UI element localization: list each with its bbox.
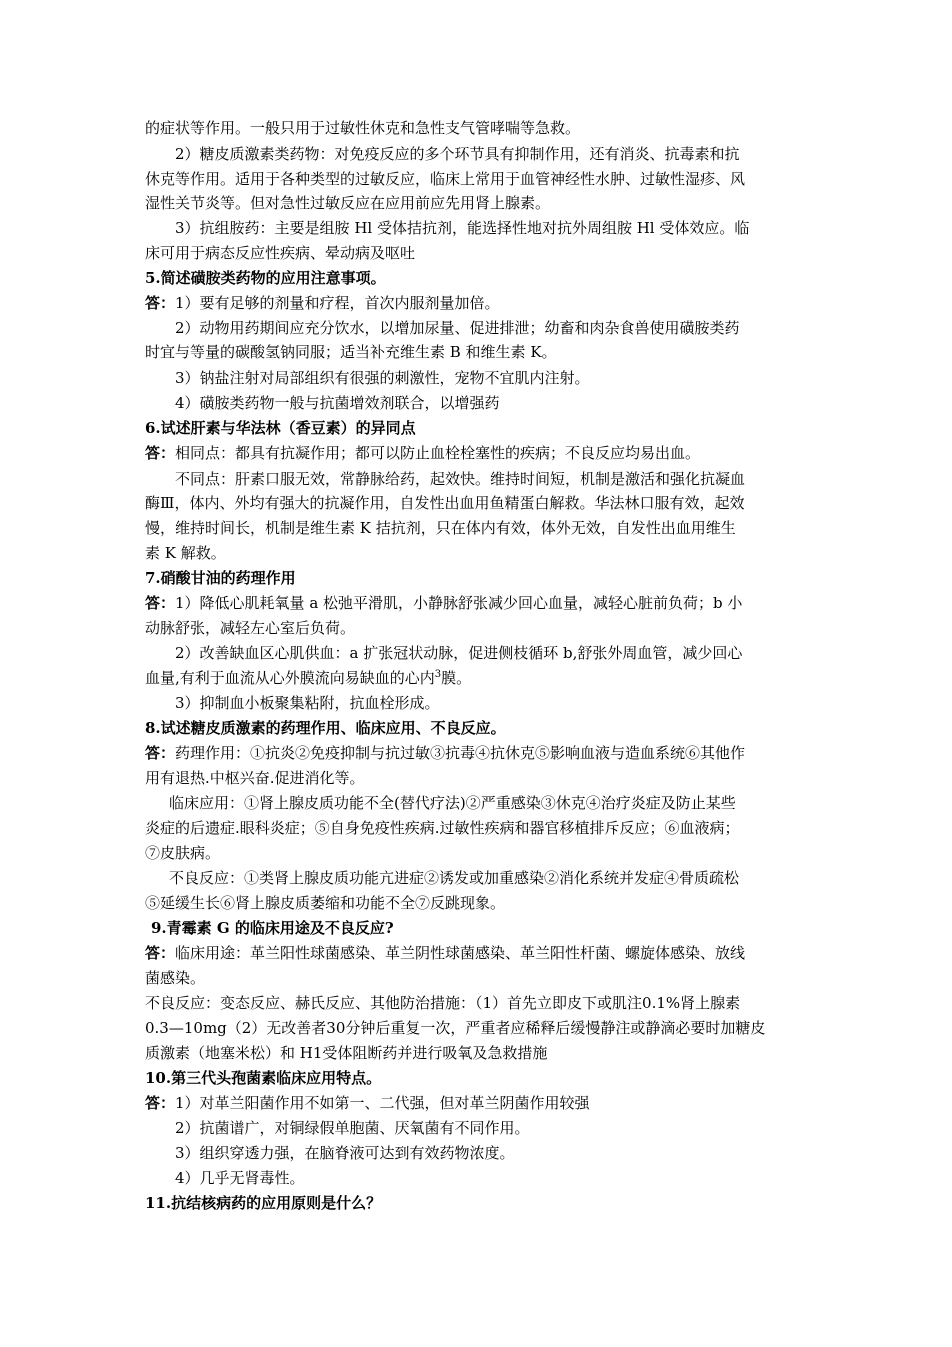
text-line: 3）抑制血小板聚集粘附，抗血栓形成。 bbox=[175, 694, 440, 712]
text-line: 床可用于病态反应性疾病、晕动病及呕吐 bbox=[145, 244, 416, 262]
answer-line bbox=[145, 291, 815, 316]
question-heading: 10.第三代头孢菌素临床应用特点。 bbox=[145, 1069, 382, 1087]
text-span: 相同点：都具有抗凝作用；都可以防止血栓栓塞性的疾病；不良反应均易出血。 bbox=[175, 444, 701, 462]
answer-label: 答： bbox=[145, 944, 176, 962]
answer-label: 答： bbox=[145, 744, 176, 762]
answer-label: 答： bbox=[145, 294, 176, 312]
text-line: 临床应用：①肾上腺皮质功能不全(替代疗法)②严重感染③休克④治疗炎症及防止某些 bbox=[169, 794, 736, 812]
text-line bbox=[145, 666, 815, 691]
answer-line bbox=[145, 741, 815, 766]
text-line: 用有退热.中枢兴奋.促进消化等。 bbox=[145, 769, 365, 787]
text-line: 休克等作用。适用于各种类型的过敏反应，临床上常用于血管神经性水肿、过敏性湿疹、风 bbox=[145, 170, 746, 188]
question-heading: 5.简述磺胺类药物的应用注意事项。 bbox=[145, 269, 386, 287]
text-line: 菌感染。 bbox=[145, 969, 206, 987]
text-line: 不良反应：①类肾上腺皮质功能亢进症②诱发或加重感染②消化系统并发症④骨质疏松 bbox=[169, 869, 740, 887]
question-heading: 8.试述糖皮质激素的药理作用、临床应用、不良反应。 bbox=[145, 719, 506, 737]
text-line: 不良反应：变态反应、赫氏反应、其他防治措施：（1）首先立即皮下或肌注0.1%肾上腺素 bbox=[145, 994, 741, 1012]
answer-label: 答： bbox=[145, 1094, 176, 1112]
answer-line bbox=[145, 591, 815, 616]
text-line: 4）几乎无肾毒性。 bbox=[175, 1169, 305, 1187]
text-line: 不同点：肝素口服无效，常静脉给药，起效快。维持时间短，机制是激活和强化抗凝血 bbox=[175, 470, 746, 488]
text-line: ⑤延缓生长⑥肾上腺皮质萎缩和功能不全⑦反跳现象。 bbox=[145, 894, 506, 912]
text-line: 2）改善缺血区心肌供血：a 扩张冠状动脉，促进侧枝循环 b,舒张外周血管，减少回心 bbox=[175, 644, 743, 662]
question-heading: 6.试述肝素与华法林（香豆素）的异同点 bbox=[145, 419, 416, 437]
text-line: 0.3—10mg（2）无改善者30分钟后重复一次，严重者应稀释后缓慢静注或静滴必要时加糖皮 bbox=[145, 1019, 766, 1037]
answer-label: 答： bbox=[145, 444, 176, 462]
text-line: 3）钠盐注射对局部组织有很强的刺激性，宠物不宜肌内注射。 bbox=[175, 369, 590, 387]
superscript: 3 bbox=[434, 669, 442, 680]
text-span: 1）对革兰阳菌作用不如第一、二代强，但对革兰阴菌作用较强 bbox=[175, 1094, 590, 1112]
text-line: 素 K 解救。 bbox=[145, 544, 226, 562]
text-span: 1）要有足够的剂量和疗程，首次内服剂量加倍。 bbox=[175, 294, 500, 312]
text-line: 3）组织穿透力强，在脑脊液可达到有效药物浓度。 bbox=[175, 1144, 515, 1162]
text-line: 2）抗菌谱广，对铜绿假单胞菌、厌氧菌有不同作用。 bbox=[175, 1119, 530, 1137]
text-line: 动脉舒张，减轻左心室后负荷。 bbox=[145, 619, 356, 637]
answer-label: 答： bbox=[145, 594, 176, 612]
question-heading: 7.硝酸甘油的药理作用 bbox=[145, 569, 296, 587]
text-line: 的症状等作用。一般只用于过敏性休克和急性支气管哮喘等急救。 bbox=[145, 119, 581, 137]
text-line: 4）磺胺类药物一般与抗菌增效剂联合，以增强药 bbox=[175, 394, 500, 412]
text-line: 质激素（地塞米松）和 H1受体阻断药并进行吸氧及急救措施 bbox=[145, 1044, 548, 1062]
answer-line bbox=[145, 941, 815, 966]
text-line: ⑦皮肤病。 bbox=[145, 844, 221, 862]
answer-line bbox=[145, 441, 815, 466]
text-span: 药理作用：①抗炎②免疫抑制与抗过敏③抗毒④抗休克⑤影响血液与造血系统⑥其他作 bbox=[175, 744, 746, 762]
text-line: 酶Ⅲ，体内、外均有强大的抗凝作用，自发性出血用鱼精蛋白解救。华法林口服有效，起效 bbox=[145, 494, 745, 512]
text-span: 1）降低心肌耗氧量 a 松弛平滑肌，小静脉舒张减少回心血量，减轻心脏前负荷；b 小 bbox=[175, 594, 743, 612]
answer-line bbox=[145, 1091, 815, 1116]
text-line: 慢，维持时间长，机制是维生素 K 拮抗剂，只在体内有效，体外无效，自发性出血用维生 bbox=[145, 519, 736, 537]
text-span: 膜。 bbox=[441, 669, 472, 687]
question-heading: 11.抗结核病药的应用原则是什么？ bbox=[145, 1194, 382, 1212]
text-line: 时宜与等量的碳酸氢钠同服；适当补充维生素 B 和维生素 K。 bbox=[145, 343, 557, 361]
text-span: 临床用途：革兰阳性球菌感染、革兰阴性球菌感染、革兰阳性杆菌、螺旋体感染、放线 bbox=[175, 944, 746, 962]
question-heading: 9.青霉素 G 的临床用途及不良反应? bbox=[151, 919, 394, 937]
text-span: 血量,有利于血流从心外膜流向易缺血的心内 bbox=[145, 669, 435, 687]
text-line: 3）抗组胺药：主要是组胺 Hl 受体拮抗剂，能选择性地对抗外周组胺 Hl 受体效应。临 bbox=[175, 219, 750, 237]
text-line: 炎症的后遗症.眼科炎症；⑤自身免疫性疾病.过敏性疾病和器官移植排斥反应；⑥血液病； bbox=[145, 819, 740, 837]
text-line: 湿性关节炎等。但对急性过敏反应在应用前应先用肾上腺素。 bbox=[145, 194, 551, 212]
text-line: 2）动物用药期间应充分饮水，以增加尿量、促进排泄；幼畜和肉杂食兽使用磺胺类药 bbox=[175, 319, 740, 337]
text-line: 2）糖皮质激素类药物：对免疫反应的多个环节具有抑制作用，还有消炎、抗毒素和抗 bbox=[175, 145, 740, 163]
